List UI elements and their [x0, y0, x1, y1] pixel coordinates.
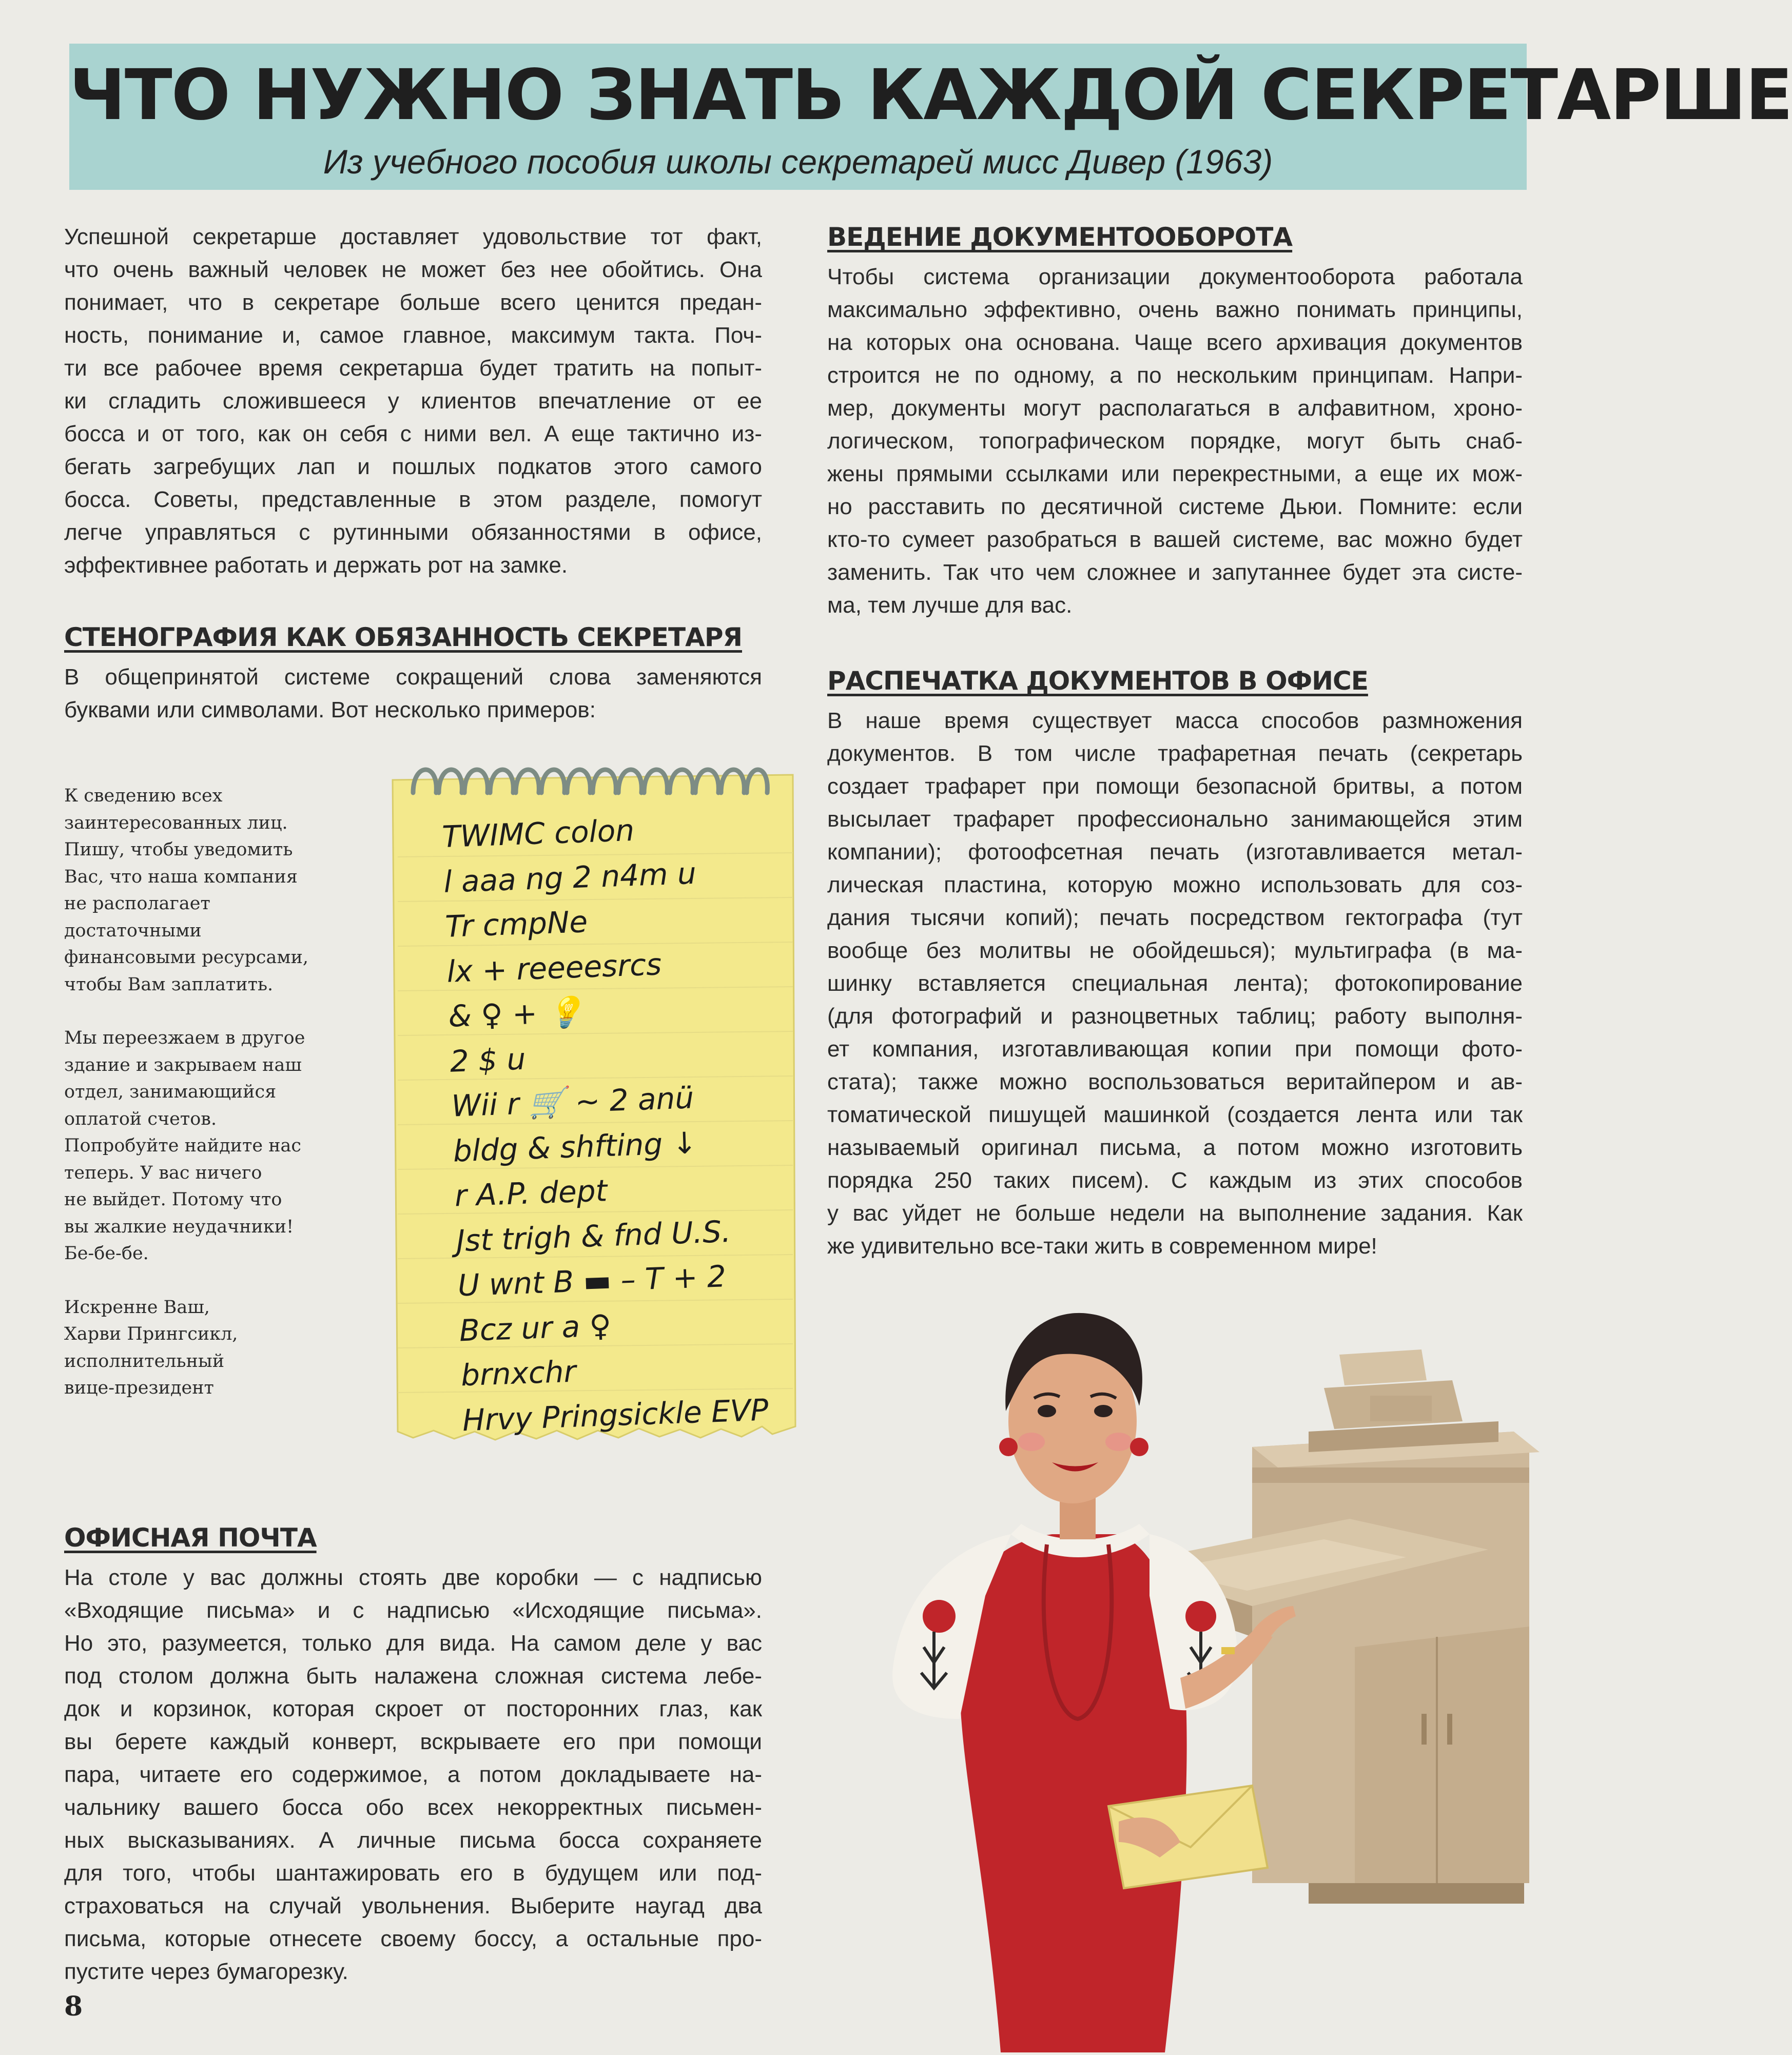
text-line: мер, документы могут располагаться в алфавитном, хроно- [827, 396, 1523, 421]
text-line: жены прямыми ссылками или перекрестными, а еще их мож- [827, 461, 1523, 486]
printing-paragraph [827, 704, 1523, 1263]
documents-section [827, 221, 1523, 622]
mail-section [64, 1521, 762, 1988]
note-line: & ♀ + 💡 [447, 994, 585, 1034]
text-line: пара, читаете его содержимое, а потом докладываете на- [64, 1762, 762, 1787]
text-line: создает трафарет при помощи безопасной бритвы, а потом [827, 774, 1523, 799]
letter-line: исполнительный [64, 1351, 225, 1372]
typed-letter [64, 782, 352, 1428]
letter-line: Вас, что наша компания [64, 866, 298, 887]
text-line: бегать загребущих лап и пошлых подкатов этого самого [64, 454, 762, 479]
letter-paragraph [64, 1025, 352, 1267]
text-line: же удивительно все-таки жить в современном мире! [827, 1234, 1377, 1259]
text-line: ет компания, изготавливающая копии при помощи фото- [827, 1036, 1523, 1062]
text-line: эффективнее работать и держать рот на замке. [64, 553, 568, 578]
text-line: стата); также можно воспользоваться веритайпером и ав- [827, 1069, 1523, 1094]
mail-heading: ОФИСНАЯ ПОЧТА [64, 1523, 317, 1553]
letter-line: финансовыми ресурсами, [64, 947, 309, 968]
letter-line: здание и закрываем наш [64, 1054, 302, 1075]
note-line: TWIMC colon [441, 812, 635, 854]
page-subtitle: Из учебного пособия школы секретарей мисс Дивер (1963) [323, 143, 1273, 181]
text-line: называемый оригинал письма, а потом можно изготовить [827, 1135, 1523, 1160]
note-line: Hrvy Pringsickle EVP [462, 1392, 769, 1438]
text-line: максимально эффективно, очень важно понимать принципы, [827, 297, 1523, 322]
text-line: ность, понимание и, самое главное, максимум такта. Поч- [64, 323, 762, 348]
text-line: страховаться на случай увольнения. Выберите наугад два [64, 1893, 762, 1919]
letter-line: К сведению всех [64, 786, 223, 806]
letter-line: чтобы Вам заплатить. [64, 974, 274, 995]
letter-line: Искренне Ваш, [64, 1297, 210, 1318]
secretary-figure [892, 1313, 1296, 2052]
letter-paragraph [64, 1294, 352, 1402]
text-line: На столе у вас должны стоять две коробки — с надписью [64, 1565, 762, 1590]
text-line: у вас уйдет не больше недели на выполнение задания. Как [827, 1201, 1523, 1226]
note-line: U wnt B ▬ – T + 2 [457, 1259, 727, 1303]
note-line: r A.P. dept [454, 1173, 608, 1214]
mail-paragraph [64, 1561, 762, 1988]
letter-line: Харви Прингсикл, [64, 1324, 238, 1344]
page-number: 8 [64, 1991, 83, 2022]
letter-line: Пишу, чтобы уведомить [64, 839, 293, 860]
printing-section [827, 664, 1523, 1263]
note-line: brnxchr [460, 1354, 577, 1393]
text-line: вы берете каждый конверт, вскрываете его при помощи [64, 1729, 762, 1754]
text-line: высылает трафарет профессионально занимающейся этим [827, 807, 1523, 832]
stenography-paragraph [64, 661, 762, 727]
text-line: строится не по одному, а по нескольким принципам. Напри- [827, 363, 1523, 388]
note-line: l aaa ng 2 n4m u [443, 855, 697, 899]
text-line: босса. Советы, представленные в этом разделе, помогут [64, 487, 762, 512]
letter-line: оплатой счетов. [64, 1108, 217, 1129]
letter-paragraph [64, 782, 352, 998]
text-line: дания тысячи копий); печать посредством гектографа (тут [827, 905, 1523, 930]
letter-line: вы жалкие неудачники! [64, 1216, 294, 1237]
note-line: bldg & shfting ↓ [452, 1125, 698, 1169]
text-line: ных высказываниях. А личные письма босса сохраняете [64, 1828, 762, 1853]
text-line: босса и от того, как он себя с ними вел. А еще тактично из- [64, 421, 762, 446]
letter-line: отдел, занимающийся [64, 1082, 277, 1102]
note-line: Tr cmpNe [444, 904, 589, 944]
page-title: ЧТО НУЖНО ЗНАТЬ КАЖДОЙ СЕКРЕТАРШЕ [69, 55, 1792, 136]
letter-line: достаточными [64, 920, 202, 941]
text-line: кто-то сумеет разобраться в вашей системе, вас можно будет [827, 527, 1523, 552]
text-line: письма, которые отнесете своему боссу, а остальные про- [64, 1926, 762, 1951]
text-line: ма, тем лучше для вас. [827, 593, 1073, 618]
text-line: на которых она основана. Чаще всего архивация документов [827, 330, 1523, 355]
letter-line: не располагает [64, 893, 210, 914]
secretary-illustration [831, 1278, 1540, 2052]
text-line: документов. В том числе трафаретная печать (секретарь [827, 741, 1523, 766]
text-line: Успешной секретарше доставляет удовольствие тот факт, [64, 224, 762, 249]
printing-heading: РАСПЕЧАТКА ДОКУМЕНТОВ В ОФИСЕ [827, 666, 1368, 696]
letter-line: не выйдет. Потому что [64, 1189, 282, 1210]
text-line: что очень важный человек не может без нее обойтись. Она [64, 257, 762, 282]
letter-line: заинтересованных лиц. [64, 812, 288, 833]
letter-line: вице-президент [64, 1378, 214, 1398]
text-line: шинку вставляется специальная лента); фотокопирование [827, 971, 1523, 996]
text-line: заменить. Так что чем сложнее и запутаннее будет эта систе- [827, 560, 1523, 585]
text-line: лическая пластина, которую можно использовать для соз- [827, 872, 1523, 897]
note-line: 2 $ u [449, 1041, 527, 1079]
text-line: вообще без молитвы не обойдешься); мультиграфа (в ма- [827, 938, 1523, 963]
text-line: пустите через бумагорезку. [64, 1959, 348, 1984]
text-line: В общепринятой системе сокращений слова заменяются [64, 664, 762, 690]
text-line: Но это, разумеется, только для вида. На самом деле у вас [64, 1631, 762, 1656]
note-line: lx + reeeesrcs [446, 946, 663, 989]
text-line: Чтобы система организации документооборота работала [827, 264, 1523, 289]
text-line: логическом, топографическом порядке, могут быть снаб- [827, 428, 1523, 454]
text-line: понимает, что в секретаре больше всего ценится предан- [64, 290, 762, 315]
text-line: буквами или символами. Вот несколько примеров: [64, 697, 596, 722]
text-line: В наше время существует масса способов размножения [827, 708, 1523, 733]
text-line: порядка 250 таких писем). С каждым из этих способов [827, 1168, 1523, 1193]
text-line: но расставить по десятичной системе Дьюи. Помните: если [827, 494, 1523, 519]
stenography-section [64, 621, 762, 727]
stenography-heading: СТЕНОГРАФИЯ КАК ОБЯЗАННОСТЬ СЕКРЕТАРЯ [64, 622, 743, 652]
note-line: Bcz ur a ♀ [458, 1307, 612, 1348]
text-line: легче управляться с рутинными обязанностями в офисе, [64, 520, 762, 545]
text-line: ти все рабочее время секретарша будет тратить на попыт- [64, 356, 762, 381]
note-line: Wii r 🛒 ~ 2 anü [451, 1080, 695, 1124]
text-line: чальнику вашего босса обо всех некорректных письмен- [64, 1795, 762, 1820]
text-line: для того, чтобы шантажировать его в будущем или под- [64, 1861, 762, 1886]
text-line: «Входящие письма» и с надписью «Исходящие письма». [64, 1598, 762, 1623]
text-line: ки сгладить сложившееся у клиентов впечатление от ее [64, 388, 762, 414]
text-line: (для фотографий и разноцветных таблиц; работу выполня- [827, 1004, 1523, 1029]
note-line: Jst trigh & fnd U.S. [455, 1214, 732, 1258]
letter-line: Мы переезжаем в другое [64, 1028, 305, 1048]
letter-line: Попробуйте найдите нас [64, 1136, 301, 1156]
letter-line: Бе-бе-бе. [64, 1243, 149, 1264]
text-line: компании); фотоофсетная печать (изготавливается метал- [827, 839, 1523, 865]
intro-paragraph [64, 221, 762, 582]
text-line: док и корзинок, которая скроет от посторонних глаз, как [64, 1696, 762, 1721]
handwritten-note [441, 803, 822, 1443]
letter-line: теперь. У вас ничего [64, 1162, 262, 1183]
text-line: томатической пишущей машинкой (создается лента или так [827, 1102, 1523, 1127]
documents-paragraph [827, 261, 1523, 622]
text-line: под столом должна быть налажена сложная система лебе- [64, 1663, 762, 1689]
intro-section [64, 221, 762, 582]
documents-heading: ВЕДЕНИЕ ДОКУМЕНТООБОРОТА [827, 222, 1293, 252]
